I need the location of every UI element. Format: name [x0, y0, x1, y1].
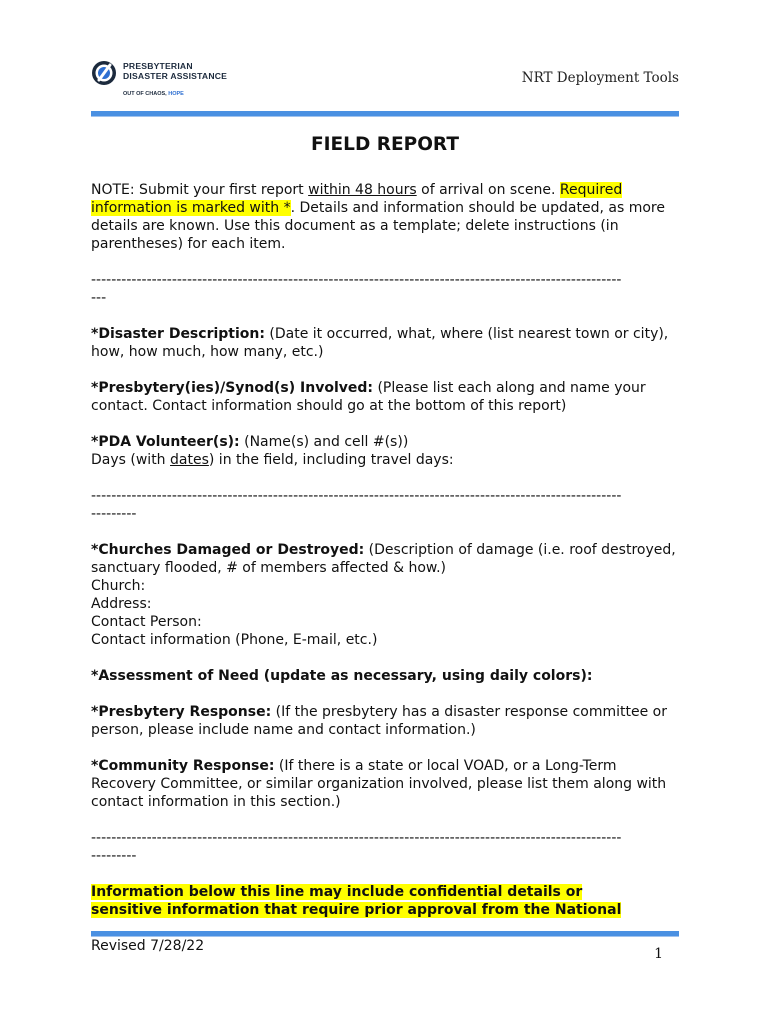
header-rule	[91, 111, 679, 117]
churches-instructions: (Description of damage (i.e. roof destroyed, sanctuary flooded, # of members affected & how.)	[91, 542, 676, 576]
note-suffix: . Details and information should be updated, as more details are known. Use this document as a template; delete instructions (in parentheses) for each item.	[91, 200, 665, 252]
separator-2-line2: ---------	[91, 506, 137, 522]
footer-rule	[91, 931, 679, 937]
presbytery-response	[91, 703, 681, 739]
days-prefix: Days (with	[91, 452, 171, 468]
contact-information-field: Contact information (Phone, E-mail, etc.)	[91, 632, 378, 648]
church-field: Church:	[91, 578, 146, 594]
separator-1-line1: ---------------------------------------------------------------------------------------------------------	[91, 272, 622, 288]
volunteers-label: *PDA Volunteer(s):	[91, 434, 240, 450]
page-title: FIELD REPORT	[311, 134, 459, 155]
logo-name	[123, 61, 227, 81]
warning-line1: Information below this line may include confidential details or	[91, 884, 583, 900]
address-field: Address:	[91, 596, 152, 612]
confidential-warning	[91, 883, 681, 919]
assessment-label: *Assessment of Need (update as necessary, using daily colors):	[91, 668, 593, 684]
pda-circle-logo-icon	[91, 60, 117, 86]
disaster-label: *Disaster Description:	[91, 326, 265, 342]
header-title: NRT Deployment Tools	[521, 70, 679, 86]
separator-2-line1: ---------------------------------------------------------------------------------------------------------	[91, 488, 622, 504]
note-deadline: within 48 hours	[308, 182, 417, 198]
presbytery-response-instructions: (If the presbytery has a disaster response committee or person, please include name and contact information.)	[91, 704, 667, 738]
logo-name-line1: PRESBYTERIAN	[123, 61, 193, 71]
separator-3-line1: ---------------------------------------------------------------------------------------------------------	[91, 830, 622, 846]
logo-tagline-prefix: OUT OF CHAOS,	[123, 91, 167, 97]
days-dates: dates	[170, 452, 209, 468]
note-prefix: NOTE: Submit your first report	[91, 182, 309, 198]
community-response	[91, 757, 681, 811]
logo-tagline	[123, 91, 184, 98]
presbytery-response-label: *Presbytery Response:	[91, 704, 272, 720]
document-body	[91, 181, 681, 919]
volunteers-instructions: (Name(s) and cell #(s))	[239, 434, 409, 450]
separator-3	[91, 829, 681, 865]
contact-person-field: Contact Person:	[91, 614, 202, 630]
community-response-instructions: (If there is a state or local VOAD, or a Long-Term Recovery Committee, or similar organization involved, please list them along with contact information in this section.)	[91, 758, 667, 810]
presbytery-involved-instructions: (Please list each along and name your contact. Contact information should go at the bottom of this report)	[91, 380, 646, 414]
page-number: 1	[654, 946, 663, 962]
note-middle: of arrival on scene.	[416, 182, 560, 198]
presbytery-involved	[91, 379, 681, 415]
warning-line2: sensitive information that require prior approval from the National	[91, 902, 622, 918]
pda-logo	[91, 58, 231, 102]
churches-label: *Churches Damaged or Destroyed:	[91, 542, 365, 558]
community-response-label: *Community Response:	[91, 758, 275, 774]
disaster-description	[91, 325, 681, 361]
revision-date: Revised 7/28/22	[91, 938, 205, 954]
separator-1	[91, 271, 681, 307]
presbytery-involved-label: *Presbytery(ies)/Synod(s) Involved:	[91, 380, 373, 396]
separator-2	[91, 487, 681, 523]
separator-1-line2: ---	[91, 290, 107, 306]
disaster-instructions: (Date it occurred, what, where (list nearest town or city), how, how much, how many, etc.)	[91, 326, 669, 360]
churches-section	[91, 541, 681, 649]
volunteers-section	[91, 433, 681, 469]
note-required-highlight: Required information is marked with *	[91, 182, 623, 216]
assessment-section	[91, 667, 681, 685]
logo-tagline-hope: HOPE	[168, 91, 184, 97]
logo-name-line2: DISASTER ASSISTANCE	[123, 71, 228, 81]
days-suffix: ) in the field, including travel days:	[208, 452, 454, 468]
note-paragraph	[91, 181, 681, 253]
separator-3-line2: ---------	[91, 848, 137, 864]
